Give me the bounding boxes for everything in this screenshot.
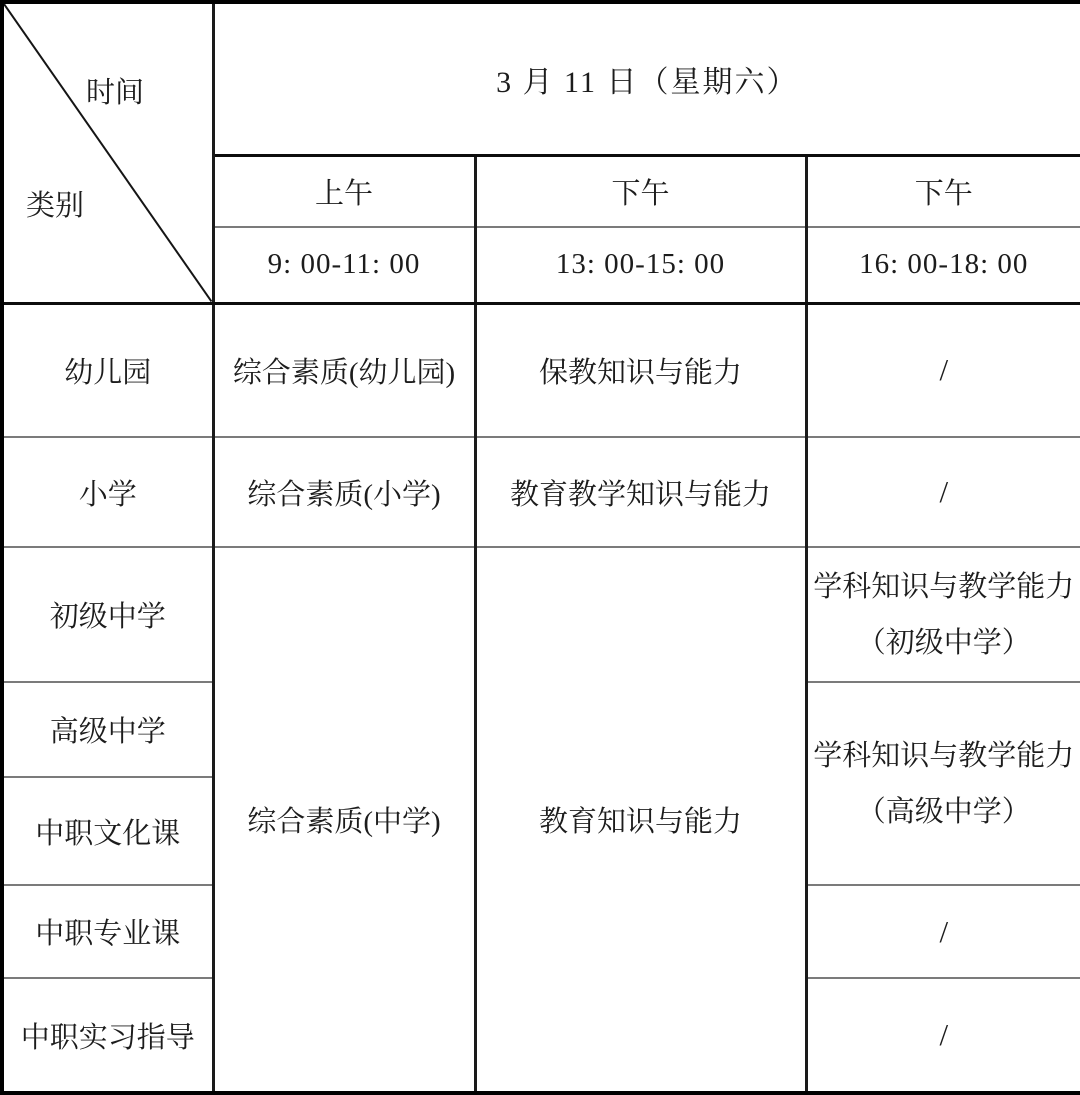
period-cell-afternoon-1: 下午 — [475, 155, 806, 227]
category-cell-vocational-intern: 中职实习指导 — [2, 978, 213, 1093]
subject-junior-late-line1: 学科知识与教学能力 — [808, 559, 1080, 615]
time-cell-afternoon-2: 16: 00-18: 00 — [806, 227, 1080, 303]
diagonal-line — [4, 4, 212, 302]
category-cell-vocational-major: 中职专业课 — [2, 885, 213, 978]
subject-senior-late-line2: （高级中学） — [808, 784, 1080, 840]
subject-primary-morning: 综合素质(小学) — [213, 437, 475, 547]
category-cell-junior-middle: 初级中学 — [2, 547, 213, 682]
subject-secondary-afternoon-merged: 教育知识与能力 — [475, 547, 806, 1093]
category-cell-primary: 小学 — [2, 437, 213, 547]
time-cell-afternoon-1: 13: 00-15: 00 — [475, 227, 806, 303]
category-cell-senior-middle: 高级中学 — [2, 682, 213, 777]
period-cell-morning: 上午 — [213, 155, 475, 227]
time-axis-label: 时间 — [86, 70, 144, 111]
subject-junior-late — [806, 547, 1080, 682]
subject-kindergarten-afternoon: 保教知识与能力 — [475, 303, 806, 437]
time-cell-morning: 9: 00-11: 00 — [213, 227, 475, 303]
category-axis-label: 类别 — [26, 183, 84, 224]
subject-senior-late-merged — [806, 682, 1080, 885]
subject-vocational-major-late: / — [806, 885, 1080, 978]
subject-junior-late-line2: （初级中学） — [808, 615, 1080, 671]
subject-vocational-intern-late: / — [806, 978, 1080, 1093]
subject-secondary-morning-merged: 综合素质(中学) — [213, 547, 475, 1093]
subject-kindergarten-late: / — [806, 303, 1080, 437]
subject-senior-late-line1: 学科知识与教学能力 — [808, 728, 1080, 784]
category-cell-kindergarten: 幼儿园 — [2, 303, 213, 437]
category-cell-vocational-culture: 中职文化课 — [2, 777, 213, 885]
subject-primary-late: / — [806, 437, 1080, 547]
date-header-cell: 3 月 11 日（星期六） — [213, 2, 1080, 155]
corner-cell — [2, 2, 213, 303]
subject-primary-afternoon: 教育教学知识与能力 — [475, 437, 806, 547]
period-cell-afternoon-2: 下午 — [806, 155, 1080, 227]
subject-kindergarten-morning: 综合素质(幼儿园) — [213, 303, 475, 437]
